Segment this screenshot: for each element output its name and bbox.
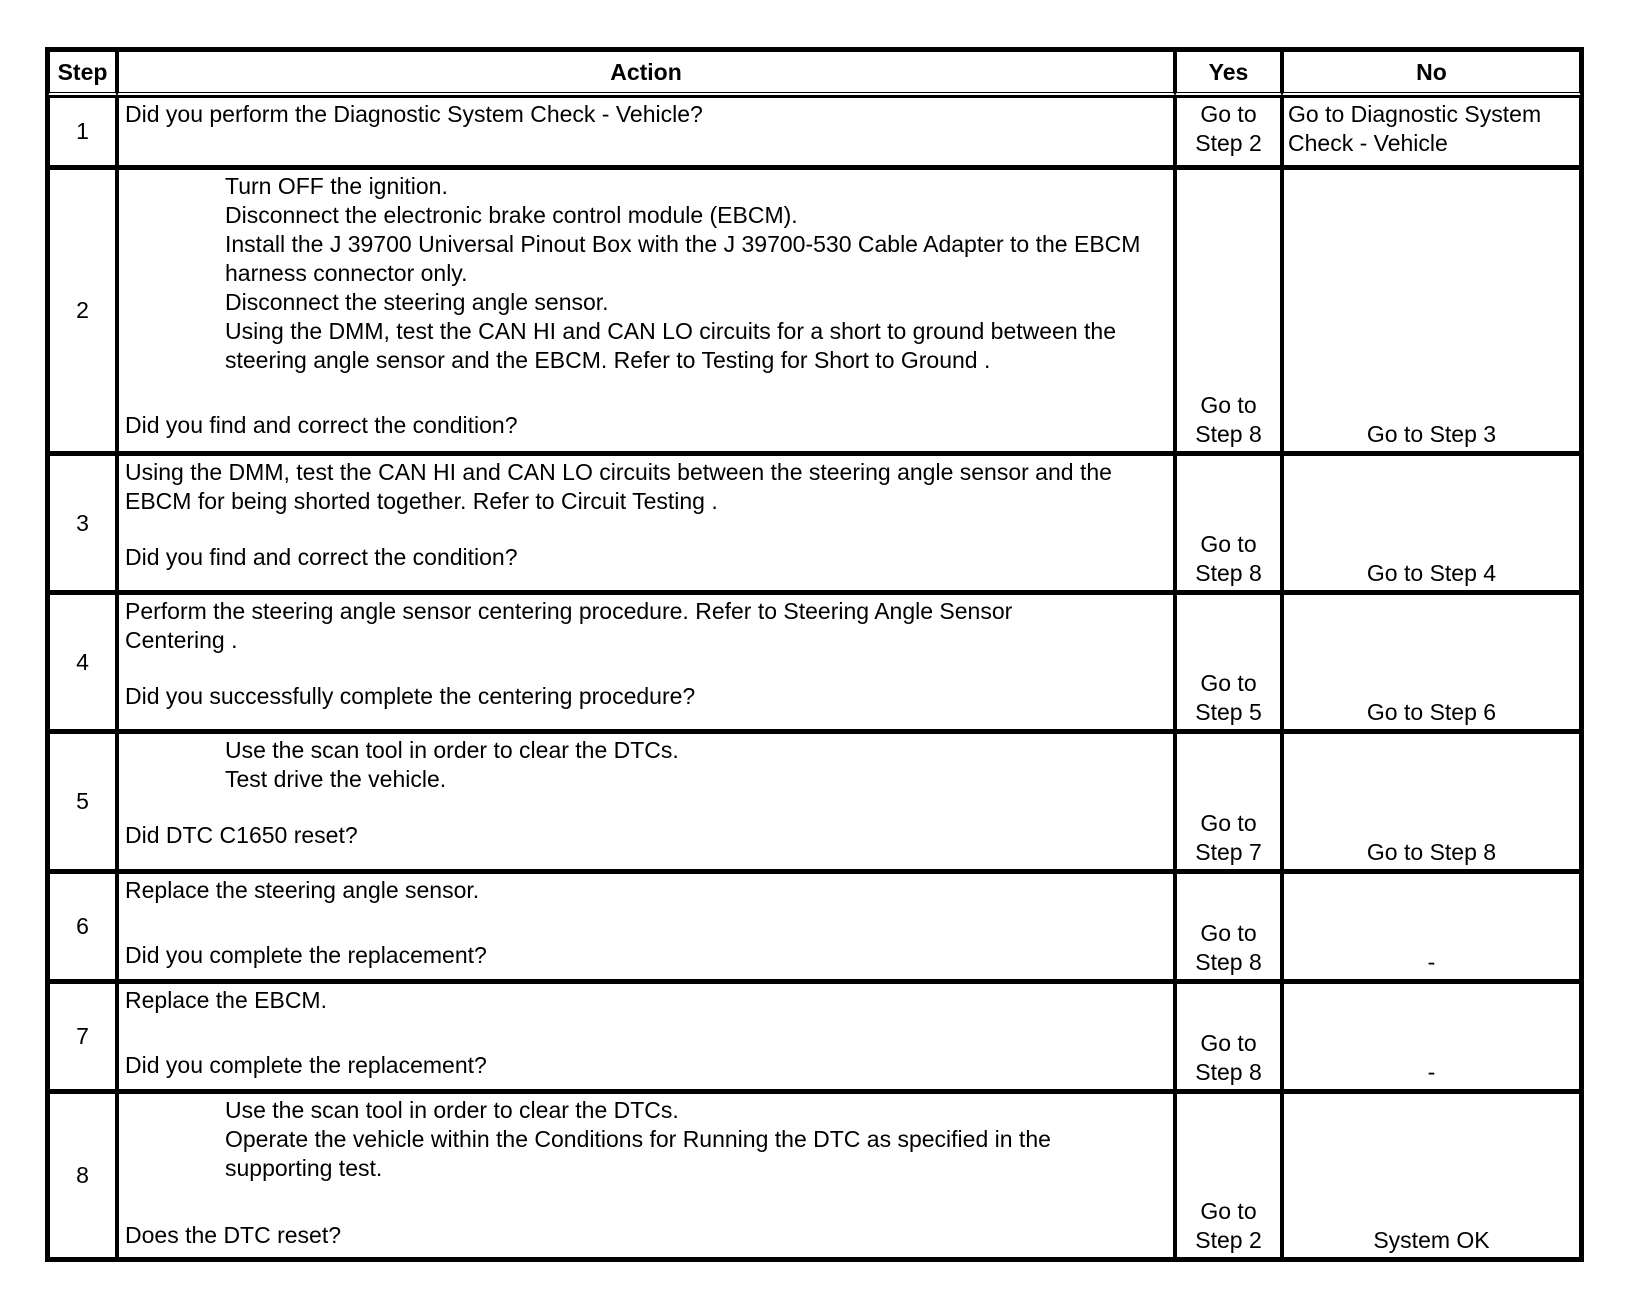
step-number: 5 xyxy=(48,732,117,872)
yes-cell xyxy=(1175,168,1282,454)
yes-cell xyxy=(1175,982,1282,1092)
action-cell xyxy=(117,732,1175,872)
question: Did you find and correct the condition? xyxy=(125,544,518,570)
table-row xyxy=(48,454,1581,593)
action-cell xyxy=(117,454,1175,593)
table-row xyxy=(48,982,1581,1092)
yes-cell xyxy=(1175,454,1282,593)
header-row xyxy=(48,50,1581,96)
yes-line: Go to xyxy=(1200,1198,1257,1224)
yes-line: Go to xyxy=(1200,1030,1257,1056)
no-cell: System OK xyxy=(1282,1092,1581,1259)
yes-line: Step 8 xyxy=(1195,1059,1262,1085)
instruction: Test drive the vehicle. xyxy=(225,766,447,792)
instruction: Replace the EBCM. xyxy=(125,987,327,1013)
yes-cell xyxy=(1175,96,1282,168)
no-cell: Go to Step 4 xyxy=(1282,454,1581,593)
step-number: 4 xyxy=(48,593,117,732)
step-number: 2 xyxy=(48,168,117,454)
yes-line: Step 8 xyxy=(1195,421,1262,447)
question: Did DTC C1650 reset? xyxy=(125,822,358,848)
yes-line: Go to xyxy=(1200,810,1257,836)
yes-line: Go to xyxy=(1200,670,1257,696)
yes-line: Go to xyxy=(1200,101,1257,127)
diagnostic-table xyxy=(45,47,1584,1262)
instruction: Perform the steering angle sensor centering procedure. Refer to Steering Angle Sensor Centering . xyxy=(125,598,1013,653)
table-row xyxy=(48,1092,1581,1259)
instruction: Install the J 39700 Universal Pinout Box with the J 39700-530 Cable Adapter to the EBCM harness connector only. xyxy=(225,231,1141,286)
no-cell: - xyxy=(1282,872,1581,982)
no-cell: - xyxy=(1282,982,1581,1092)
instruction: Use the scan tool in order to clear the DTCs. xyxy=(225,737,679,763)
yes-cell xyxy=(1175,872,1282,982)
table-row xyxy=(48,96,1581,168)
yes-line: Go to xyxy=(1200,920,1257,946)
question: Did you find and correct the condition? xyxy=(125,412,518,438)
yes-line: Step 5 xyxy=(1195,699,1262,725)
instruction: Turn OFF the ignition. xyxy=(225,173,448,199)
step-number: 3 xyxy=(48,454,117,593)
step-number: 1 xyxy=(48,96,117,168)
instruction: Disconnect the electronic brake control module (EBCM). xyxy=(225,202,798,228)
question: Does the DTC reset? xyxy=(125,1222,342,1248)
question: Did you perform the Diagnostic System Check - Vehicle? xyxy=(125,101,703,127)
yes-cell xyxy=(1175,593,1282,732)
yes-line: Step 2 xyxy=(1195,130,1262,156)
header-action: Action xyxy=(117,50,1175,96)
yes-line: Step 2 xyxy=(1195,1227,1262,1253)
action-cell xyxy=(117,593,1175,732)
table-row xyxy=(48,168,1581,454)
header-yes: Yes xyxy=(1175,50,1282,96)
step-number: 7 xyxy=(48,982,117,1092)
no-cell: Go to Step 8 xyxy=(1282,732,1581,872)
no-cell: Go to Diagnostic System Check - Vehicle xyxy=(1282,96,1581,168)
instruction: Replace the steering angle sensor. xyxy=(125,877,480,903)
yes-line: Step 8 xyxy=(1195,560,1262,586)
instruction: Using the DMM, test the CAN HI and CAN LO circuits for a short to ground between the steering angle sensor and the EBCM. Refer to Testing for Short to Ground . xyxy=(225,318,1117,373)
header-step: Step xyxy=(48,50,117,96)
table-row xyxy=(48,593,1581,732)
yes-line: Go to xyxy=(1200,531,1257,557)
header-no: No xyxy=(1282,50,1581,96)
instruction: Use the scan tool in order to clear the DTCs. xyxy=(225,1097,679,1123)
action-cell xyxy=(117,96,1175,168)
action-cell xyxy=(117,982,1175,1092)
yes-cell xyxy=(1175,1092,1282,1259)
step-number: 6 xyxy=(48,872,117,982)
yes-line: Step 8 xyxy=(1195,949,1262,975)
question: Did you complete the replacement? xyxy=(125,942,487,968)
yes-line: Go to xyxy=(1200,392,1257,418)
question: Did you successfully complete the centering procedure? xyxy=(125,683,696,709)
instruction: Disconnect the steering angle sensor. xyxy=(225,289,609,315)
table-row xyxy=(48,872,1581,982)
question: Did you complete the replacement? xyxy=(125,1052,487,1078)
action-cell xyxy=(117,872,1175,982)
action-cell xyxy=(117,1092,1175,1259)
yes-line: Step 7 xyxy=(1195,839,1262,865)
no-cell: Go to Step 6 xyxy=(1282,593,1581,732)
table-row xyxy=(48,732,1581,872)
yes-cell xyxy=(1175,732,1282,872)
step-number: 8 xyxy=(48,1092,117,1259)
no-cell: Go to Step 3 xyxy=(1282,168,1581,454)
instruction: Using the DMM, test the CAN HI and CAN LO circuits between the steering angle sensor and the EBCM for being shorted together. Refer to Circuit Testing . xyxy=(125,459,1112,514)
action-cell xyxy=(117,168,1175,454)
instruction: Operate the vehicle within the Conditions for Running the DTC as specified in the supporting test. xyxy=(225,1126,1051,1181)
